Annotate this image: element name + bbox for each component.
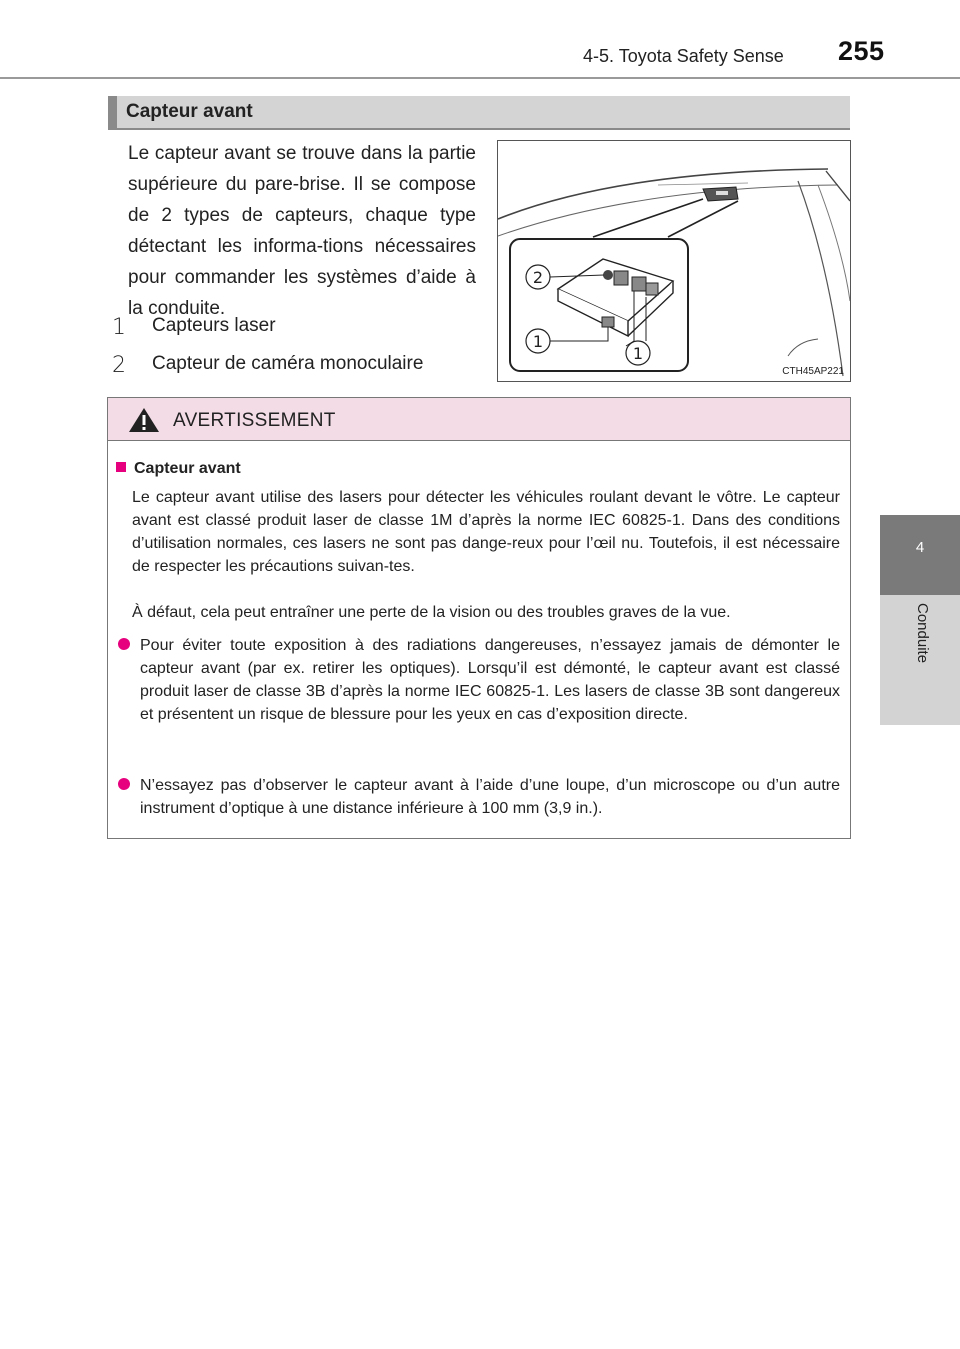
chapter-tab xyxy=(880,515,960,595)
section-title: Capteur avant xyxy=(126,101,253,122)
warning-triangle-icon xyxy=(128,407,160,433)
section-header-accent xyxy=(108,96,117,128)
warning-bullet-text: Pour éviter toute exposition à des radiations dangereuses, n’essayez jamais de démonter le capteur avant (par ex. retirer les optiques). Lorsqu’il est démonté, le capteur avant est classé produit laser de classe 3B d’après la norme IEC 60825-1. Les lasers de classe 3B sont dangereux et présentent un risque de blessure pour les yeux en cas d’exposition directe. xyxy=(140,637,840,723)
windshield-sensor-drawing xyxy=(498,141,850,381)
intro-paragraph: Le capteur avant se trouve dans la partie supérieure du pare-brise. Il se compose de 2 types de capteurs, chaque type détectant les informa-tions nécessaires pour commander les systèmes d’aide à la conduite. xyxy=(128,143,476,319)
item-label: Capteur de caméra monoculaire xyxy=(152,353,424,374)
callout-1: 1 xyxy=(532,332,544,351)
header-rule xyxy=(0,77,960,79)
sensor-illustration xyxy=(497,140,851,382)
item-label: Capteurs laser xyxy=(152,315,276,336)
chapter-label: Conduite xyxy=(914,603,931,664)
bullet-dot-icon xyxy=(118,778,130,790)
figure-code: CTH45AP221 xyxy=(782,366,844,377)
section-header xyxy=(108,96,850,130)
chapter-number: 4 xyxy=(915,539,925,556)
bullet-dot-icon xyxy=(118,638,130,650)
running-header-section: 4-5. Toyota Safety Sense xyxy=(583,46,784,66)
page-number: 255 xyxy=(838,36,885,66)
chapter-tab-label-box xyxy=(880,595,960,725)
callout-1: 1 xyxy=(632,344,644,363)
item-number: 1 xyxy=(112,315,126,340)
warning-title: AVERTISSEMENT xyxy=(173,410,336,431)
warning-box xyxy=(107,397,851,839)
warning-subtitle xyxy=(116,460,241,478)
warning-subtitle-text: Capteur avant xyxy=(134,460,241,477)
warning-paragraph-continued: À défaut, cela peut entraîner une perte de la vision ou des troubles graves de la vue. xyxy=(132,604,731,621)
square-bullet-icon xyxy=(116,462,126,472)
warning-header xyxy=(108,398,850,441)
warning-paragraph: Le capteur avant utilise des lasers pour détecter les véhicules roulant devant le vôtre. Le capteur avant est classé produit laser de classe 1M d’après la norme IEC 60825-1. Dans des conditions d’utilisation normales, ces lasers ne sont pas dange-reux pour l’œil nu. Toutefois, il est nécessaire de respecter les précautions suivan-tes. xyxy=(132,489,840,575)
item-number: 2 xyxy=(112,353,126,378)
callout-2: 2 xyxy=(532,268,544,287)
warning-bullet-text: N’essayez pas d’observer le capteur avant à l’aide d’une loupe, d’un microscope ou d’un autre instrument d’optique à une distance inférieure à 100 mm (3,9 in.). xyxy=(140,777,840,817)
